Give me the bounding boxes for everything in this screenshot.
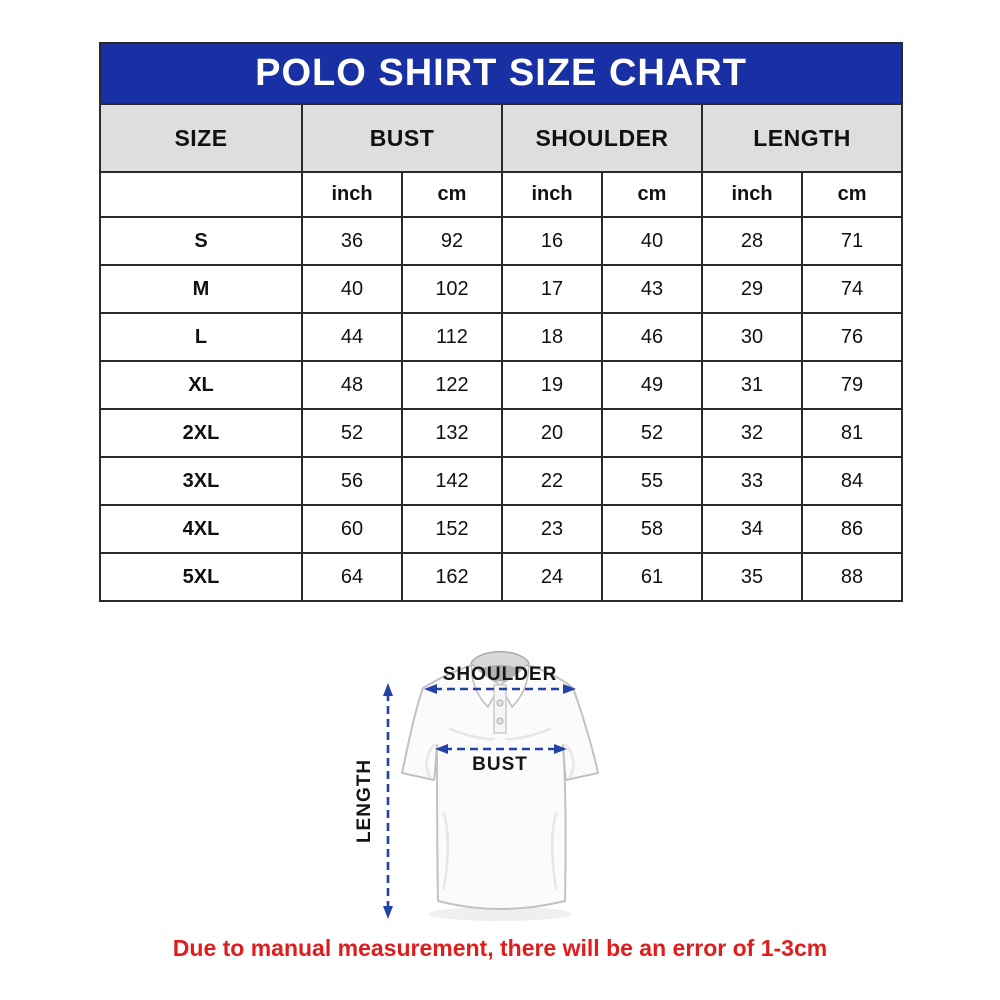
size-label-cell: 2XL	[100, 409, 302, 457]
measurement-cell: 122	[402, 361, 502, 409]
unit-header: cm	[602, 172, 702, 217]
measurement-cell: 55	[602, 457, 702, 505]
bust-label: BUST	[472, 754, 528, 775]
measurement-cell: 61	[602, 553, 702, 601]
measurement-cell: 81	[802, 409, 902, 457]
measurement-cell: 142	[402, 457, 502, 505]
measurement-cell: 22	[502, 457, 602, 505]
unit-header-row	[100, 172, 902, 217]
measurement-cell: 74	[802, 265, 902, 313]
measurement-cell: 33	[702, 457, 802, 505]
measurement-cell: 162	[402, 553, 502, 601]
measurement-cell: 40	[302, 265, 402, 313]
measurement-cell: 19	[502, 361, 602, 409]
measurement-cell: 64	[302, 553, 402, 601]
column-header-size: SIZE	[100, 104, 302, 172]
measurement-cell: 52	[302, 409, 402, 457]
measurement-cell: 71	[802, 217, 902, 265]
measurement-cell: 16	[502, 217, 602, 265]
measurement-cell: 17	[502, 265, 602, 313]
shirt-placket	[494, 685, 506, 733]
measurement-cell: 44	[302, 313, 402, 361]
unit-row-empty-cell	[100, 172, 302, 217]
measurement-cell: 43	[602, 265, 702, 313]
unit-header: inch	[302, 172, 402, 217]
measurement-cell: 58	[602, 505, 702, 553]
measurement-cell: 32	[702, 409, 802, 457]
shoulder-label: SHOULDER	[442, 664, 558, 685]
measurement-error-note: Due to manual measurement, there will be an error of 1-3cm	[172, 935, 828, 961]
size-label-cell: XL	[100, 361, 302, 409]
table-row	[100, 313, 902, 361]
shirt-button	[497, 700, 503, 706]
measurement-cell: 28	[702, 217, 802, 265]
length-label: LENGTH	[354, 758, 375, 844]
measurement-cell: 86	[802, 505, 902, 553]
column-header-row	[100, 104, 902, 172]
measurement-cell: 36	[302, 217, 402, 265]
measurement-cell: 92	[402, 217, 502, 265]
size-label-cell: 5XL	[100, 553, 302, 601]
unit-header: inch	[502, 172, 602, 217]
table-row	[100, 361, 902, 409]
table-row	[100, 457, 902, 505]
size-chart-table	[99, 42, 903, 602]
measurement-cell: 52	[602, 409, 702, 457]
measurement-cell: 79	[802, 361, 902, 409]
measurement-cell: 34	[702, 505, 802, 553]
measurement-cell: 76	[802, 313, 902, 361]
shirt-button	[497, 718, 503, 724]
unit-header: cm	[802, 172, 902, 217]
table-row	[100, 217, 902, 265]
column-header-bust: BUST	[302, 104, 502, 172]
measurement-cell: 46	[602, 313, 702, 361]
measurement-cell: 112	[402, 313, 502, 361]
table-row	[100, 505, 902, 553]
table-row	[100, 409, 902, 457]
measurement-cell: 35	[702, 553, 802, 601]
measurement-cell: 30	[702, 313, 802, 361]
polo-shirt-diagram	[340, 633, 660, 948]
measurement-cell: 23	[502, 505, 602, 553]
measurement-cell: 84	[802, 457, 902, 505]
measurement-cell: 88	[802, 553, 902, 601]
measurement-cell: 48	[302, 361, 402, 409]
column-header-shoulder: SHOULDER	[502, 104, 702, 172]
measurement-cell: 29	[702, 265, 802, 313]
measurement-cell: 24	[502, 553, 602, 601]
measurement-cell: 31	[702, 361, 802, 409]
measurement-cell: 18	[502, 313, 602, 361]
size-label-cell: L	[100, 313, 302, 361]
measurement-cell: 40	[602, 217, 702, 265]
size-label-cell: S	[100, 217, 302, 265]
table-row	[100, 265, 902, 313]
table-row	[100, 553, 902, 601]
measurement-cell: 20	[502, 409, 602, 457]
title-row	[100, 43, 902, 104]
chart-title: POLO SHIRT SIZE CHART	[100, 43, 902, 104]
length-arrow	[383, 683, 393, 919]
column-header-length: LENGTH	[702, 104, 902, 172]
measurement-cell: 49	[602, 361, 702, 409]
measurement-cell: 102	[402, 265, 502, 313]
unit-header: inch	[702, 172, 802, 217]
measurement-cell: 60	[302, 505, 402, 553]
measurement-cell: 132	[402, 409, 502, 457]
size-label-cell: 3XL	[100, 457, 302, 505]
size-label-cell: M	[100, 265, 302, 313]
unit-header: cm	[402, 172, 502, 217]
measurement-cell: 56	[302, 457, 402, 505]
measurement-cell: 152	[402, 505, 502, 553]
size-label-cell: 4XL	[100, 505, 302, 553]
